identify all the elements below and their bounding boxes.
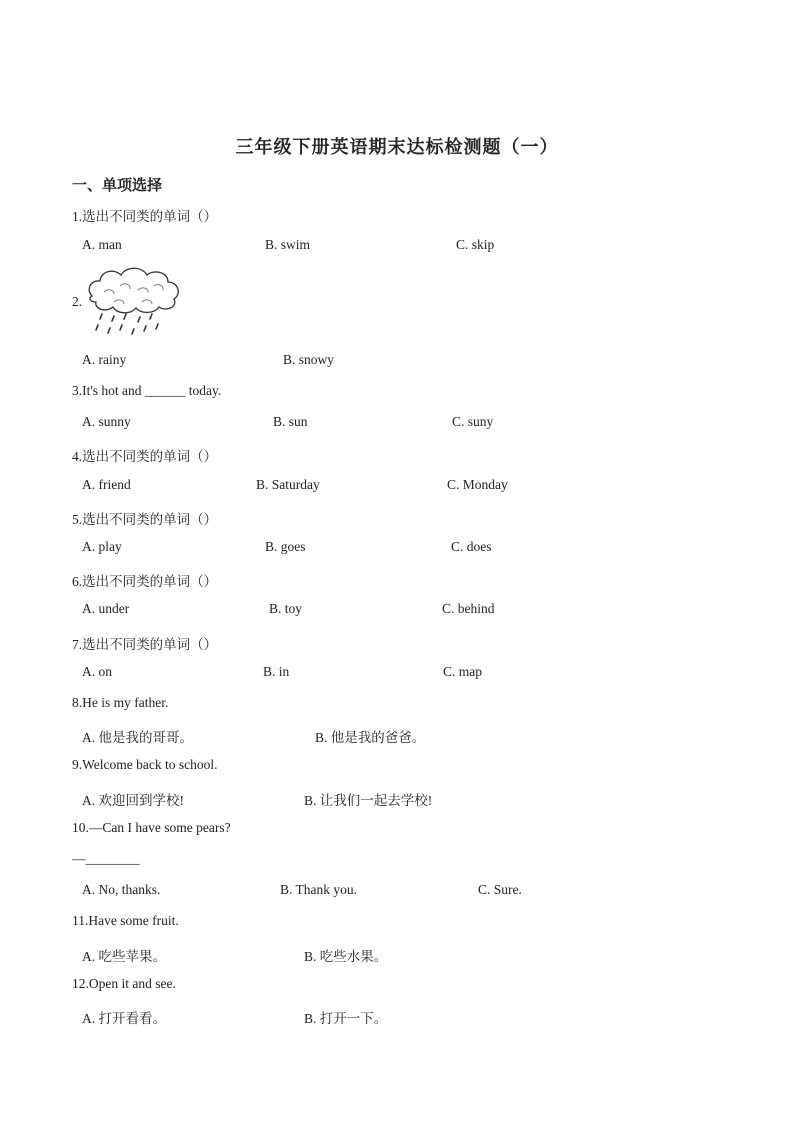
question-6-stem: 6.选出不同类的单词（） — [72, 574, 218, 589]
question-11-stem: 11.Have some fruit. — [72, 913, 179, 928]
question-4-option-b[interactable]: B. Saturday — [256, 477, 320, 492]
question-5-stem: 5.选出不同类的单词（） — [72, 512, 218, 527]
question-5-option-b[interactable]: B. goes — [265, 539, 306, 554]
page-title: 三年级下册英语期末达标检测题（一） — [235, 137, 559, 157]
question-2-option-b[interactable]: B. snowy — [283, 352, 335, 367]
question-6-option-a[interactable]: A. under — [82, 601, 130, 616]
question-5-option-c[interactable]: C. does — [451, 539, 492, 554]
question-3-option-c[interactable]: C. suny — [452, 414, 494, 429]
question-9-option-b[interactable]: B. 让我们一起去学校! — [304, 793, 433, 808]
question-10-option-c[interactable]: C. Sure. — [478, 882, 522, 897]
question-1-option-c[interactable]: C. skip — [456, 237, 495, 252]
question-2-stem: 2. — [72, 294, 83, 309]
question-4-stem: 4.选出不同类的单词（） — [72, 449, 218, 464]
question-7-option-c[interactable]: C. map — [443, 664, 482, 679]
question-10-stem: 10.—Can I have some pears? — [72, 820, 231, 835]
question-7-stem: 7.选出不同类的单词（） — [72, 637, 218, 652]
question-6-option-c[interactable]: C. behind — [442, 601, 495, 616]
question-1-stem: 1.选出不同类的单词（） — [72, 209, 218, 224]
question-5-option-a[interactable]: A. play — [82, 539, 122, 554]
question-12-option-a[interactable]: A. 打开看看。 — [82, 1011, 166, 1026]
question-7-option-a[interactable]: A. on — [82, 664, 112, 679]
question-12-stem: 12.Open it and see. — [72, 976, 176, 991]
question-2-option-a[interactable]: A. rainy — [82, 352, 127, 367]
section-heading: 一、单项选择 — [72, 178, 163, 194]
question-6-option-b[interactable]: B. toy — [269, 601, 303, 616]
question-9-option-a[interactable]: A. 欢迎回到学校! — [82, 793, 184, 808]
question-11-option-a[interactable]: A. 吃些苹果。 — [82, 949, 166, 964]
question-4-option-a[interactable]: A. friend — [82, 477, 131, 492]
question-8-option-a[interactable]: A. 他是我的哥哥。 — [82, 730, 193, 745]
question-9-stem: 9.Welcome back to school. — [72, 757, 218, 772]
question-3-option-b[interactable]: B. sun — [273, 414, 308, 429]
question-8-stem: 8.He is my father. — [72, 695, 169, 710]
question-11-option-b[interactable]: B. 吃些水果。 — [304, 949, 388, 964]
question-1-option-b[interactable]: B. swim — [265, 237, 311, 252]
question-10-option-a[interactable]: A. No, thanks. — [82, 882, 161, 897]
question-7-option-b[interactable]: B. in — [263, 664, 290, 679]
question-10-answer-line: —________ — [72, 851, 140, 866]
question-8-option-b[interactable]: B. 他是我的爸爸。 — [315, 730, 426, 745]
question-10-option-b[interactable]: B. Thank you. — [280, 882, 357, 897]
question-1-option-a[interactable]: A. man — [82, 237, 122, 252]
question-3-option-a[interactable]: A. sunny — [82, 414, 131, 429]
question-12-option-b[interactable]: B. 打开一下。 — [304, 1011, 388, 1026]
question-3-stem: 3.It's hot and ______ today. — [72, 383, 222, 398]
rain-cloud-icon — [84, 262, 184, 338]
question-4-option-c[interactable]: C. Monday — [447, 477, 508, 492]
